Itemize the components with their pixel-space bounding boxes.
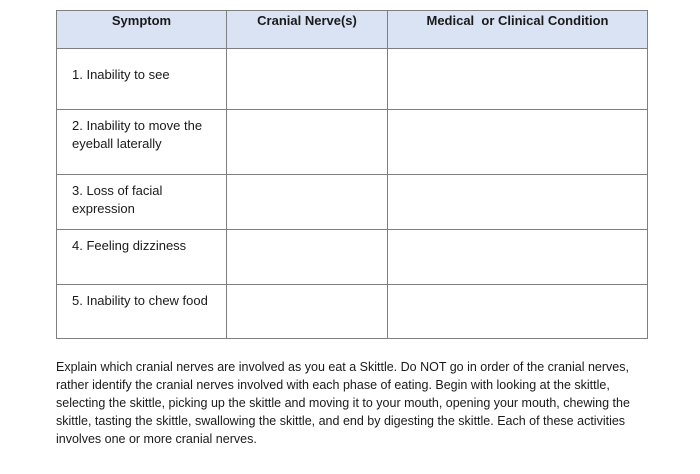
column-header-symptom: Symptom (57, 11, 227, 49)
symptom-cell: 3. Loss of facial expression (57, 175, 227, 230)
table-row (57, 175, 648, 230)
symptom-cell: 4. Feeling dizziness (57, 230, 227, 285)
cranial-nerve-answer-cell[interactable] (227, 49, 388, 110)
table-row (57, 285, 648, 339)
table-row (57, 110, 648, 175)
column-header-cranial-nerves: Cranial Nerve(s) (227, 11, 388, 49)
symptom-cell: 1. Inability to see (57, 49, 227, 110)
symptom-table (56, 10, 648, 339)
condition-answer-cell[interactable] (388, 49, 648, 110)
instructions-paragraph: Explain which cranial nerves are involved as you eat a Skittle. Do NOT go in order of the cranial nerves, rather identify the cranial nerves involved with each phase of eating. Begin with looking at the skittle, selecting the skittle, picking up the skittle and moving it to your mouth, opening your mouth, chewing the skittle, tasting the skittle, swallowing the skittle, and end by digesting the skittle. Each of these activities involves one or more cranial nerves. (56, 360, 630, 446)
table-header-row (57, 11, 648, 49)
column-header-condition: Medical or Clinical Condition (388, 11, 648, 49)
table-row (57, 49, 648, 110)
condition-answer-cell[interactable] (388, 230, 648, 285)
symptom-cell: 5. Inability to chew food (57, 285, 227, 339)
cranial-nerve-answer-cell[interactable] (227, 230, 388, 285)
cranial-nerve-answer-cell[interactable] (227, 285, 388, 339)
table-row (57, 230, 648, 285)
cranial-nerve-answer-cell[interactable] (227, 175, 388, 230)
condition-answer-cell[interactable] (388, 175, 648, 230)
symptom-cell: 2. Inability to move the eyeball laterally (57, 110, 227, 175)
condition-answer-cell[interactable] (388, 285, 648, 339)
cranial-nerve-answer-cell[interactable] (227, 110, 388, 175)
condition-answer-cell[interactable] (388, 110, 648, 175)
